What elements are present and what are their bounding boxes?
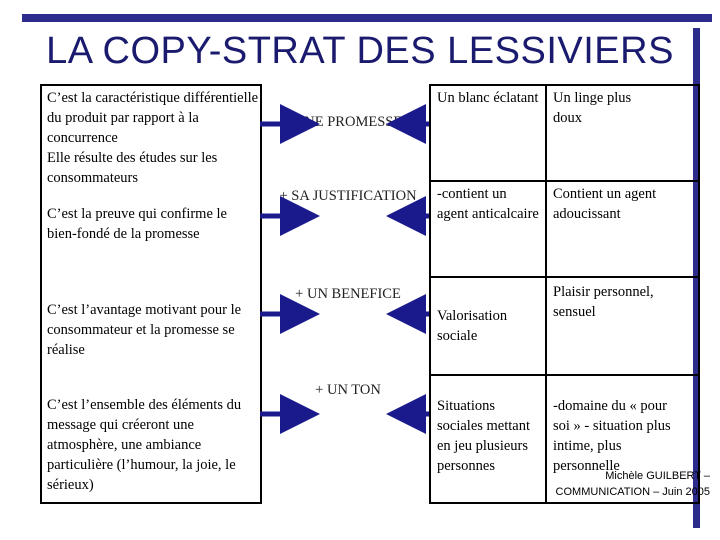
copy-strat-table [40,84,700,504]
arrows-layer [40,84,700,504]
footer-date: COMMUNICATION – Juin 2005 [555,486,710,498]
label-benefice: + UN BENEFICE [295,286,401,302]
top-accent-bar [22,14,712,22]
definition-promesse-line2: Elle résulte des études sur les consommateurs [47,150,218,186]
label-promesse: UNE PROMESSE [293,114,403,130]
grid-cell-2b: Contient un agent adoucissant [553,186,657,222]
footer-credit [510,468,710,500]
label-justification: + SA JUSTIFICATION [279,188,417,204]
grid-cell-4a: Situations sociales mettant en jeu plusieurs personnes [437,398,531,474]
page-title: LA COPY-STRAT DES LESSIVIERS [46,30,674,72]
grid-cell-4b: -domaine du « pour soi » - situation plus intime, plus personnelle [553,398,671,474]
grid-cell-1b: Un linge plus doux [553,90,632,126]
definition-ton: C’est l’ensemble des éléments du message qui créeront une atmosphère, une ambiance particulière (l’humour, la joie, le sérieux) [47,397,242,493]
label-ton: + UN TON [315,382,381,398]
definition-benefice: C’est l’avantage motivant pour le consommateur et la promesse se réalise [47,302,242,358]
grid-cell-3b: Plaisir personnel, sensuel [553,284,654,320]
grid-cell-1a: Un blanc éclatant [437,90,539,106]
grid-cell-2a: -contient un agent anticalcaire [437,186,539,222]
footer-author: Michèle GUILBERT – [605,470,710,482]
definition-promesse-line1: C’est la caractéristique différentielle du produit par rapport à la concurrence [47,90,259,146]
definition-justification: C’est la preuve qui confirme le bien-fondé de la promesse [47,206,227,242]
grid-cell-3a: Valorisation sociale [437,308,508,344]
